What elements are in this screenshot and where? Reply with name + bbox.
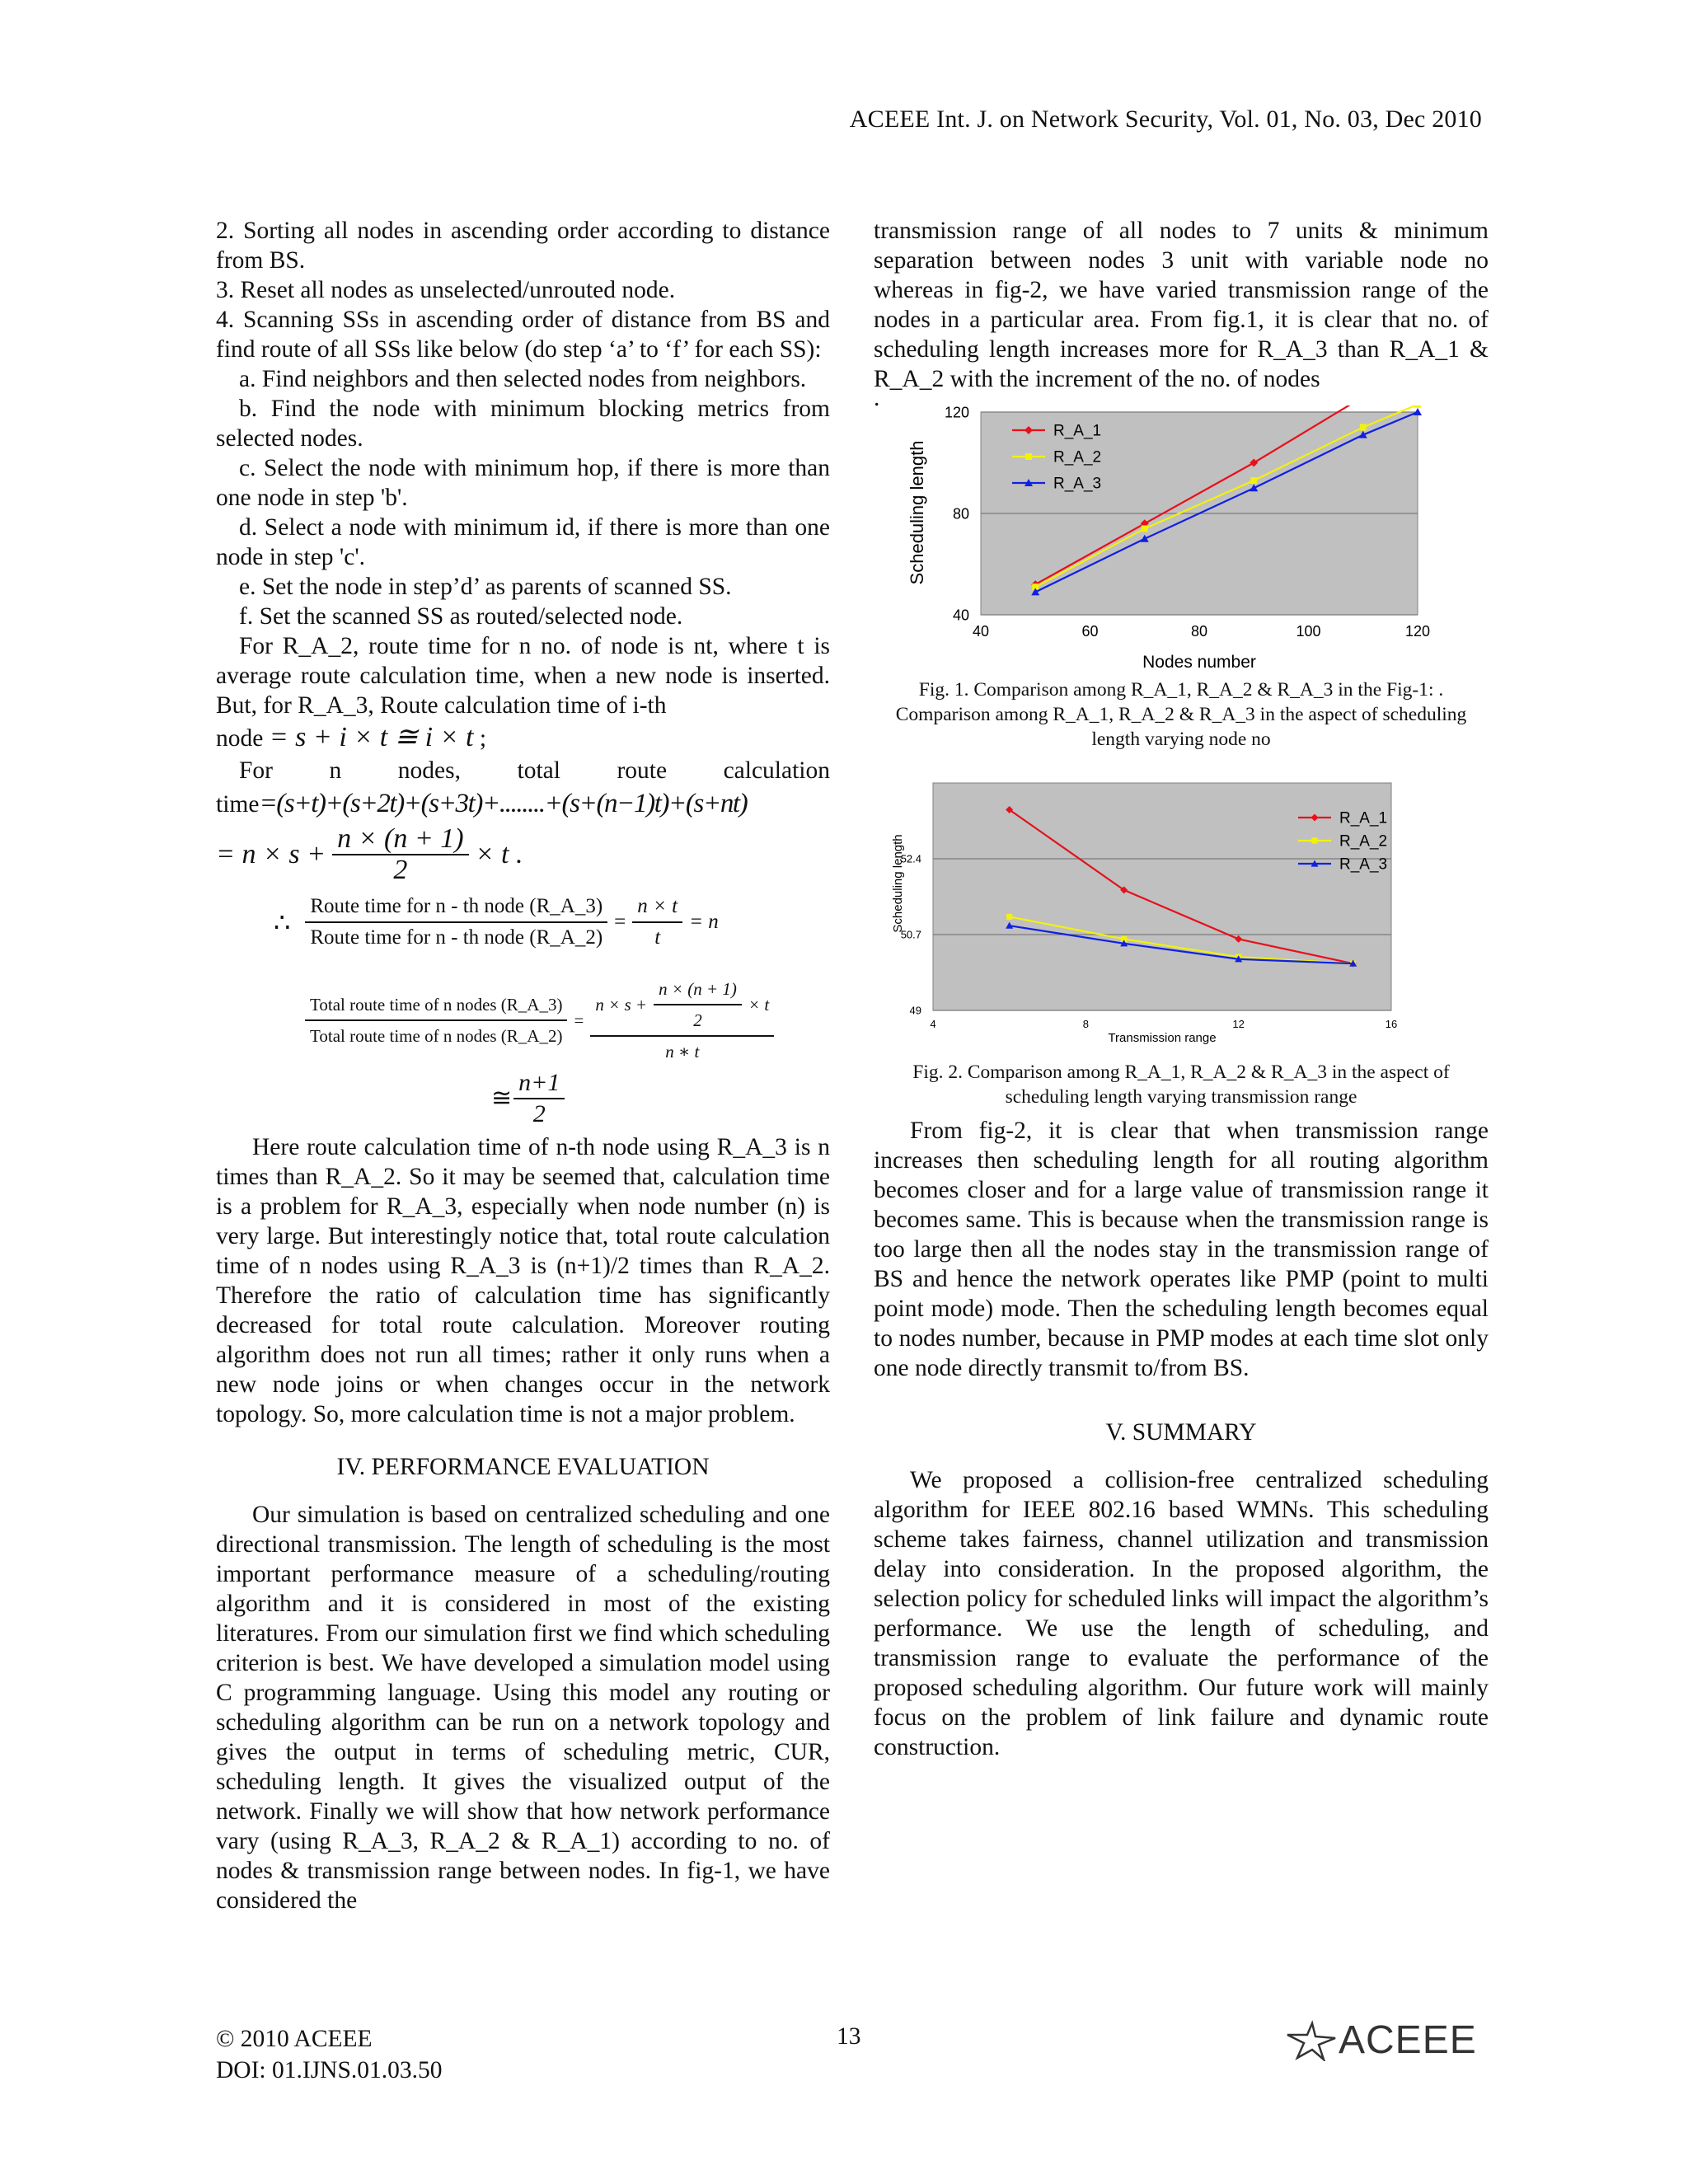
aceee-star-icon xyxy=(1286,2020,1339,2061)
ratio-nth-numerator: Route time for n - th node (R_A_3) xyxy=(305,892,607,923)
approx-denominator: 2 xyxy=(532,1100,546,1127)
ratio-total-rhs-fraction xyxy=(590,974,774,1066)
figure-2-caption: Fig. 2. Comparison among R_A_1, R_A_2 & R_A_3 in the aspect of scheduling length varying transmission range xyxy=(912,1062,1450,1108)
ratio-total-equals: = xyxy=(574,1010,584,1030)
sub-step-d: d. Select a node with minimum id, if there is more than one node in step 'c'. xyxy=(216,514,830,570)
fig1-xtick-100: 100 xyxy=(1296,623,1321,640)
ratio-nth-result: = n xyxy=(689,911,719,933)
ratio-total-fraction xyxy=(305,990,567,1051)
fig1-xtick-60: 60 xyxy=(1081,623,1099,640)
journal-header: ACEEE Int. J. on Network Security, Vol. 01, No. 03, Dec 2010 xyxy=(849,105,1482,133)
fig2-xtick-8: 8 xyxy=(1082,1018,1089,1030)
fig1-point-r_a_2-2 xyxy=(1250,477,1257,484)
fig2-ytick-50.7: 50.7 xyxy=(900,928,921,941)
step-4: 4. Scanning SSs in ascending order of distance from BS and find route of all SSs like below (do step ‘a’ to ‘f’ for each SS): xyxy=(216,307,830,363)
fig1-legend-label-r_a_3: R_A_3 xyxy=(1053,475,1102,493)
section-heading-iv: IV. PERFORMANCE EVALUATION xyxy=(336,1454,710,1480)
closed-form-lhs: = n × s + xyxy=(216,839,326,869)
closed-form-denominator: 2 xyxy=(393,855,408,885)
sub-step-a: a. Find neighbors and then selected nodes from neighbors. xyxy=(239,366,807,392)
logo-text: ACEEE xyxy=(1339,2018,1477,2062)
node-word: node xyxy=(216,725,264,752)
fig2-xtick-16: 16 xyxy=(1385,1018,1398,1030)
figure-2-chart xyxy=(874,768,1489,1048)
ratio-total-denominator: Total route time of n nodes (R_A_2) xyxy=(310,1026,563,1046)
fig1-legend-label-r_a_1: R_A_1 xyxy=(1053,422,1102,440)
ratio-total-numerator: Total route time of n nodes (R_A_3) xyxy=(305,990,567,1021)
approx-symbol: ≅ xyxy=(491,1085,513,1112)
footer-left xyxy=(216,2023,443,2086)
fig1-point-r_a_2-1 xyxy=(1142,525,1148,532)
closed-form-fraction xyxy=(332,824,469,885)
approx-numerator: n+1 xyxy=(513,1068,565,1099)
formula-closed-form xyxy=(216,824,830,885)
closed-form-numerator: n × (n + 1) xyxy=(332,824,469,855)
for-n-nodes: For n nodes, total route calculation xyxy=(239,757,830,784)
fig1-x-axis-label: Nodes number xyxy=(1142,653,1256,672)
ratio-nth-node xyxy=(274,892,830,953)
stray-dot: . xyxy=(874,385,880,411)
sub-step-e: e. Set the node in step’d’ as parents of scanned SS. xyxy=(239,574,732,600)
fig1-ytick-80: 80 xyxy=(952,505,969,523)
fig2-legend-label-r_a_3: R_A_3 xyxy=(1339,855,1388,874)
ratio-total-rhs-numerator xyxy=(590,974,774,1037)
ratio-nth-rhs-fraction xyxy=(632,892,682,953)
ratio-nth-equals: = xyxy=(614,911,626,933)
formula-total-sum: =(s+t)+(s+2t)+(s+3t)+........+(s+(n−1)t)+(s+nt) xyxy=(259,789,748,818)
fig1-point-r_a_2-4 xyxy=(1414,405,1421,408)
doi: DOI: 01.IJNS.01.03.50 xyxy=(216,2057,443,2083)
fig1-xtick-40: 40 xyxy=(972,623,990,640)
fig1-y-axis-label: Scheduling length xyxy=(907,440,927,585)
formula-total-line xyxy=(216,785,830,823)
right-column xyxy=(874,216,1489,1762)
figure-1-caption: Fig. 1. Comparison among R_A_1, R_A_2 & R_A_3 in the Fig-1: . Comparison among R_A_1, R_A_2 & R_A_3 in the aspect of scheduling length varying node no xyxy=(895,679,1467,750)
ratio-total-times-t: × t xyxy=(748,995,770,1015)
closed-form-rhs: × t . xyxy=(475,839,523,869)
fig2-legend-label-r_a_2: R_A_2 xyxy=(1339,832,1388,851)
fig1-ytick-40: 40 xyxy=(952,607,969,624)
ratio-total-inner-den: 2 xyxy=(693,1010,702,1030)
formula-tail: ; xyxy=(473,725,487,752)
fig1-point-r_a_2-3 xyxy=(1360,424,1367,430)
fig2-ytick-49: 49 xyxy=(909,1004,921,1017)
step-3: 3. Reset all nodes as unselected/unrouted node. xyxy=(216,277,676,303)
fig1-xtick-80: 80 xyxy=(1190,623,1208,640)
paragraph-ra2: For R_A_2, route time for n no. of node is nt, where t is average route calculation time, when a new node is inserted. But, for R_A_3, Route calculation time of i-th xyxy=(216,633,830,719)
fig2-y-axis-label: Scheduling length xyxy=(891,834,905,933)
paragraph-fig2: From fig-2, it is clear that when transmission range increases then scheduling length for all routing algorithm becomes closer and for a large value of transmission range it becomes same. This is because when the transmission range is too large then all the nodes stay in the transmission range of BS and hence the network operates like PMP (point to multi point mode) mode. Then the scheduling length becomes equal to nodes number, because in PMP modes at each time slot only one node directly transmit to/from BS. xyxy=(874,1118,1489,1381)
ratio-nth-rhs-numerator: n × t xyxy=(632,892,682,923)
sub-step-f: f. Set the scanned SS as routed/selected node. xyxy=(239,603,683,630)
figure-1-chart xyxy=(874,405,1489,677)
left-column xyxy=(216,216,830,1915)
ratio-total-ns: n × s + xyxy=(595,995,648,1015)
ratio-total-rhs-denominator: n ∗ t xyxy=(665,1042,700,1062)
fig1-legend-marker-r_a_2 xyxy=(1025,453,1032,460)
fig2-legend-label-r_a_1: R_A_1 xyxy=(1339,809,1388,827)
ratio-nth-rhs-denominator: t xyxy=(654,926,661,949)
fig1-legend-label-r_a_2: R_A_2 xyxy=(1053,448,1102,466)
approx-result xyxy=(491,1068,830,1129)
sub-step-b: b. Find the node with minimum blocking metrics from selected nodes. xyxy=(216,396,830,452)
sub-step-c: c. Select the node with minimum hop, if there is more than one node in step 'b'. xyxy=(216,455,830,511)
section-heading-v: V. SUMMARY xyxy=(1105,1419,1257,1446)
step-2: 2. Sorting all nodes in ascending order according to distance from BS. xyxy=(216,218,830,274)
fig1-xtick-120: 120 xyxy=(1404,623,1431,640)
fig2-legend-marker-r_a_2 xyxy=(1311,837,1317,843)
approx-fraction xyxy=(513,1068,565,1129)
therefore-symbol: ∴ xyxy=(274,907,291,937)
ratio-nth-fraction xyxy=(305,892,607,953)
paragraph-here-route: Here route calculation time of n-th node using R_A_3 is n times than R_A_2. So it may be seemed that, calculation time is a problem for R_A_3, especially when node number (n) is very large. But interestingly notice that, total route calculation time of n nodes using R_A_3 is (n+1)/2 times than R_A_2. Therefore the ratio of calculation time has significantly decreased for total route calculation. Moreover routing algorithm does not run all times; rather it only runs when a new node joins or when changes occur in the network topology. So, more calculation time is not a major problem. xyxy=(216,1134,830,1427)
formula-node-line xyxy=(216,720,830,756)
fig1-ytick-120: 120 xyxy=(944,405,969,421)
fig2-xtick-12: 12 xyxy=(1232,1018,1245,1030)
ratio-nth-denominator: Route time for n - th node (R_A_2) xyxy=(310,926,603,949)
paragraph-continued: transmission range of all nodes to 7 units & minimum separation between nodes 3 unit with variable node no whereas in fig-2, we have varied transmission range of the nodes in a particular area. From fig.1, it is clear that no. of scheduling length increases more for R_A_3 than R_A_1 & R_A_2 with the increment of the no. of nodes xyxy=(874,218,1489,392)
ratio-total xyxy=(298,974,830,1066)
ratio-total-inner-num: n × (n + 1) xyxy=(654,974,742,1005)
page-number: 13 xyxy=(837,2023,861,2050)
copyright: © 2010 ACEEE xyxy=(216,2026,373,2052)
fig2-ytick-52.4: 52.4 xyxy=(900,852,921,865)
fig2-point-r_a_2-0 xyxy=(1006,914,1012,920)
fig2-x-axis-label: Transmission range xyxy=(1108,1031,1217,1045)
paragraph-summary: We proposed a collision-free centralized scheduling algorithm for IEEE 802.16 based WMNs. This scheduling scheme takes fairness, channel utilization and transmission delay into consideration. In the proposed algorithm, the selection policy for scheduled links will impact the algorithm’s performance. We use the length of scheduling, and transmission range to evaluate the performance of the proposed scheduling algorithm. Our future work will mainly focus on the problem of link failure and dynamic route construction. xyxy=(874,1467,1489,1760)
paragraph-simulation: Our simulation is based on centralized scheduling and one directional transmission. The length of scheduling is the most important performance measure of a scheduling/routing algorithm and it is considered in most of the existing literatures. From our simulation first we find which scheduling criterion is best. We have developed a simulation model using C programming language. Using this model any routing or scheduling algorithm can be run on a network topology and gives the output in terms of scheduling metric, CUR, scheduling length. It gives the visualized output of the network. Finally we will show that how network performance vary (using R_A_3, R_A_2 & R_A_1) according to no. of nodes & transmission range between nodes. In fig-1, we have considered the xyxy=(216,1502,830,1914)
fig2-xtick-4: 4 xyxy=(930,1018,936,1030)
aceee-logo xyxy=(1286,2018,1477,2063)
formula-route-time-i: = s + i × t ≅ i × t xyxy=(269,722,474,752)
time-word: time xyxy=(216,791,260,818)
ratio-total-inner-fraction xyxy=(654,974,742,1035)
